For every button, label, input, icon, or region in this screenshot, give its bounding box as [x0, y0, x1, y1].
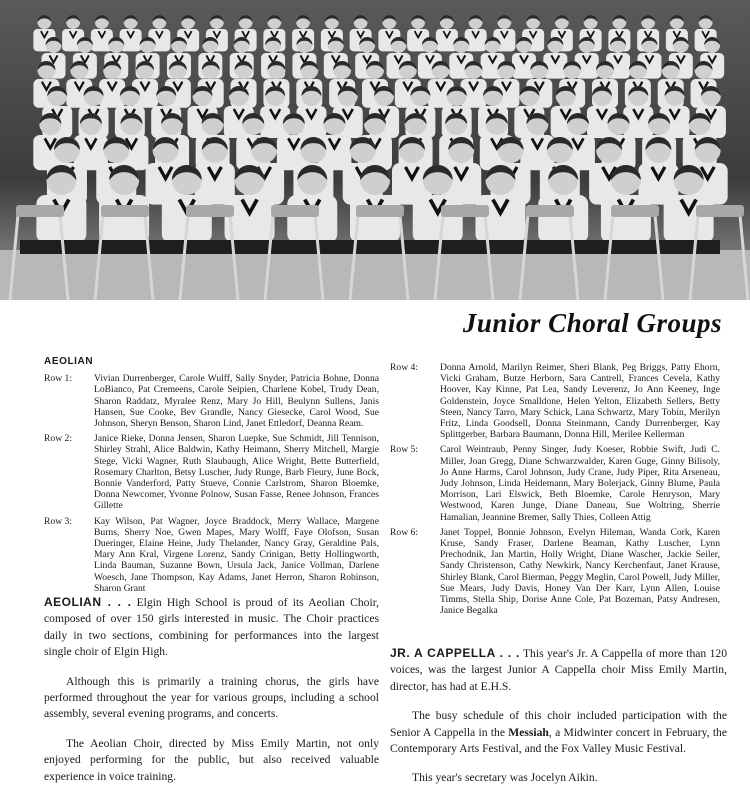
row-label: Row 4: — [390, 362, 418, 373]
aeolian-paragraph-2: Although this is primarily a training chorus, the girls have performed throughout the year for various groups, including a school assembly, several evening programs, and concerts. — [44, 674, 379, 721]
roster-row — [44, 433, 379, 511]
roster-row — [44, 516, 379, 594]
choir-photo-illustration — [0, 0, 750, 300]
roster-row — [390, 527, 720, 617]
row-label: Row 6: — [390, 526, 418, 538]
jr-paragraph-3: This year's secretary was Jocelyn Aikin. — [412, 771, 598, 785]
roster-row — [44, 373, 379, 429]
row-names: Vivian Durrenberger, Carole Wulff, Sally Snyder, Patricia Bohne, Donna LoBianco, Pat Cremeens, Carole Seipien, Charlene Kobel, Trudy Dean, Sharon Raddatz, Myralee Renz, Mary Jo Hill, Beulynn Sullens, Janis Hansen, Sue Cooke, Bev Grandle, Nancy Giesecke, Carol Wood, Sue Johnson, Sheryn Benson, Sharon Lind, Janet Ettledorf, Deanna Ream. — [94, 373, 379, 430]
jr-acappella-description — [390, 645, 727, 800]
row-label: Row 5: — [390, 444, 418, 456]
row-names: Janice Rieke, Donna Jensen, Sharon Luepke, Sue Schmidt, Jill Tennison, Shirley Strahl, Alice Baldwin, Kathy Heimann, Sherry Mitchell, Margie Stege, Vicki Wagner, Ruth Slaubaugh, Alice Wright, Bette Butterfield, Rosemary Charlton, Betsy Luscher, Judy Runge, Barb Fleury, June Bock, Bonnie Vanderford, Patty Stueve, Connie Carlstrom, Sharon Bloemke, Donna Newcomer, Yvonne Polnow, Susan Fasse, Renee Johnson, Frances Gillette — [94, 433, 379, 512]
jr-paragraph-1: This year's Jr. A Cappella of more than 120 voices, was the largest Junior A Cappella choir Miss Emily Martin, director, has had at E.H.S. — [390, 647, 727, 693]
row-names: Kay Wilson, Pat Wagner, Joyce Braddock, Merry Wallace, Margene Burns, Sherry Noe, Gwen Mapes, Mary Wolff, Faye Olofson, Susan Dueringer, Elaine Heine, Judy Thelander, Nancy Gray, Geraldine Pals, Mary Ann Kral, Virgene Lorenz, Sandy Crinigan, Betty Hollingworth, Linda Bauman, Suzanne Bown, Ursula Jack, Janice Vollman, Darlene Woesch, Jane Thompson, Kay Adams, Janet Herron, Sharon Robinson, Sharon Grant — [94, 515, 379, 594]
aeolian-roster — [44, 356, 379, 598]
roster-row — [390, 444, 720, 522]
row-label: Row 2: — [44, 433, 72, 445]
row-label: Row 1: — [44, 373, 72, 385]
aeolian-lead: AEOLIAN . . . — [44, 595, 132, 609]
jr-paragraph-2 — [390, 708, 727, 757]
aeolian-heading: AEOLIAN — [44, 356, 94, 367]
choir-group-photo — [0, 0, 750, 300]
aeolian-paragraph-1: Elgin High School is proud of its Aeolian Choir, composed of over 150 girls interested in music. The Choir practices daily in two sections, combining for performances into the largest single choir of Elgin High. — [44, 596, 379, 659]
aeolian-description — [44, 594, 379, 798]
roster-row — [390, 362, 720, 440]
jr-acappella-roster — [390, 362, 720, 620]
row-names: Carol Weintraub, Penny Singer, Judy Koeser, Robbie Swift, Judi C. Miller, Joan Gregg, Diane Schwarzwalder, Karen Guge, Ginny Bilisoly, Jo Anne Harms, Carol Johnson, Judy Crane, Judy Piper, Rita Arseneau, Judy Johnson, Linda Heidemann, Mary Bolerjack, Ginny Blume, Paula Morrison, Lari Elswick, Beth Bloemke, Carole Henryson, Mary Westwood, Karen Junge, Diane Daneau, Sue Woltring, Sherrie Hamalian, Jeannine Bremer, Sally Thies, Colleen Attig — [440, 444, 720, 523]
row-names: Janet Toppel, Bonnie Johnson, Evelyn Hileman, Wanda Cork, Karen Kruse, Sandy Fraser, Darlene Beaman, Kathy Luscher, Lynn Prechodnik, Jan Martin, Holly Wright, Diane Wascher, Jackie Seiler, Sandy Christenson, Cathy Newkirk, Nancy Kerchenfaut, Janet Krause, Shirley Blank, Carol Bierman, Peggy Meglin, Carol Powell, Judy Miller, Sue Mears, Judy Davis, Honey Van Der Karr, Lynn Allen, Louise Timms, Stella Ship, Dorise Anne Cole, Pat Bozeman, Patsy Andresen, Janice Begalka — [440, 526, 720, 617]
messiah-title: Messiah — [508, 725, 549, 739]
jr-paragraph-2a: The busy schedule of this choir included participation with the Senior A Cappella in the — [390, 709, 727, 739]
page-title: Junior Choral Groups — [462, 308, 722, 338]
jr-acappella-lead: JR. A CAPPELLA . . . — [390, 646, 520, 660]
aeolian-paragraph-3: The Aeolian Choir, directed by Miss Emily Martin, not only enjoyed performing for the public, but also received valuable experience in voice training. — [44, 736, 379, 783]
row-label: Row 3: — [44, 515, 72, 527]
row-names: Donna Arnold, Marilyn Reimer, Sheri Blank, Peg Briggs, Patty Ehorn, Vicki Graham, Butze Herborn, Sara Cantrell, Frances Cevela, Kathy Hoover, Kay Kinne, Pat Lea, Sandy Leverenz, Jo Ann Keeney, Inge Goldenstein, Joyce Smalldone, Helen Yelton, Elizabeth Sellers, Betty Steen, Nancy Tarro, Mary Schick, Lana Schwartz, Mary Tobin, Merilyn Fritz, Linda Goodsell, Donna Steinmann, Candy Durrenberger, Kay Splittgerber, Barbara Baumann, Donna Hill, Merilee Kellerman — [440, 362, 720, 441]
jr-paragraph-2c: , a Midwinter concert in February, the Contemporary Arts Festival, and the Fox Valley Music Festival. — [390, 725, 727, 756]
